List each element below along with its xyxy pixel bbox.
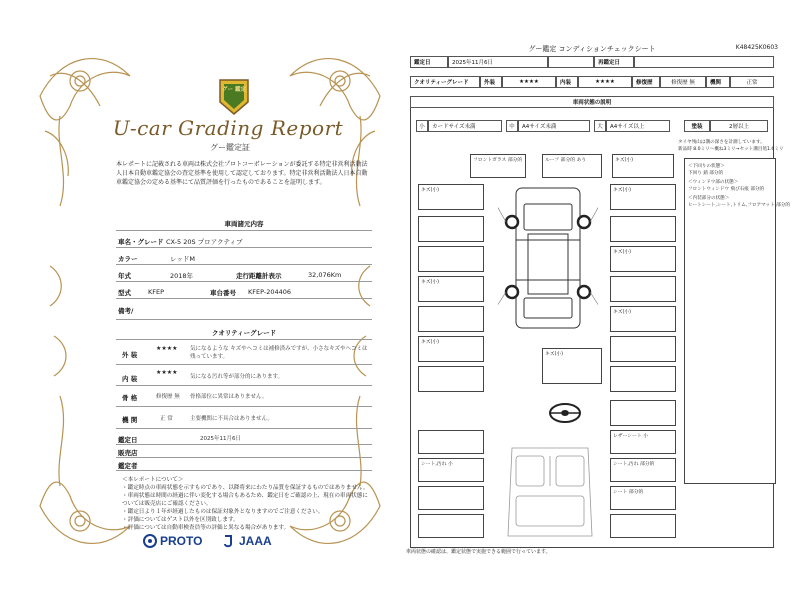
exterior-label: 外 装 [122, 351, 138, 359]
legend-line: 下回り 錆 部分的 [688, 171, 724, 176]
car-top-diagram [498, 180, 598, 338]
frame-status: 修復歴 無 [156, 394, 180, 400]
divider [116, 470, 372, 471]
repair-value: 修復歴 無 [660, 76, 706, 88]
exterior-value: ★★★★ [502, 76, 556, 88]
engine-label: 機 関 [122, 416, 138, 424]
color-value: レッドM [170, 255, 196, 263]
damage-box [610, 366, 676, 392]
damage-box [418, 514, 484, 538]
note-item: ・鑑定日より１年が経過したものは保証対象外となりますのでご注意ください。 [122, 509, 324, 515]
damage-label: フロントガラス 部分的 [473, 158, 523, 163]
damage-box [610, 430, 676, 454]
legend-line: ＜内装部分の状態＞ [688, 196, 730, 201]
legend-line: ＜下回りの状態＞ [688, 164, 725, 169]
color-label: カラー [118, 255, 138, 263]
notes-title: ＜本レポートについて＞ [122, 477, 184, 483]
damage-box [418, 216, 484, 242]
damage-label: キズ(小) [613, 188, 632, 193]
interior-value: ★★★★ [578, 76, 632, 88]
legend-line: ＜ウィンドウ部の状態＞ [688, 180, 739, 185]
inspect-date-label: 鑑定日 [118, 436, 138, 444]
size-a4more: A4サイズ以上 [606, 120, 670, 132]
reinspect-value [634, 56, 774, 68]
damage-box [418, 430, 484, 454]
state-title: 車両状態の説明 [410, 96, 774, 108]
legend-line: フロントウィンドウ 飛び石痕 部分的 [688, 187, 765, 192]
damage-label: シート,汚れ 小 [421, 462, 453, 467]
badge-icon [216, 76, 252, 116]
jaaa-logo [222, 534, 272, 548]
damage-box [610, 486, 676, 510]
damage-box [610, 246, 676, 272]
damage-label: キズ(小) [613, 250, 632, 255]
divider [116, 364, 372, 365]
divider [116, 406, 372, 407]
model-value: KFEP [148, 288, 165, 296]
interior-desc: 気になる汚れ等が部分的にあります。 [190, 374, 284, 380]
remarks-label: 備考/ [118, 307, 134, 315]
exterior-label: 外装 [480, 76, 502, 88]
divider [116, 281, 372, 282]
quality-label: クオリティーグレード [410, 76, 480, 88]
size-a4less: A4サイズ未満 [518, 120, 590, 132]
damage-box [418, 336, 484, 362]
date-value: 2025年11月6日 [448, 56, 548, 68]
damage-box [610, 184, 676, 210]
damage-label: シート,汚れ 部分的 [613, 462, 655, 467]
chassis-value: KFEP-204406 [248, 288, 292, 296]
appraiser-label: 鑑定者 [118, 462, 138, 470]
divider [116, 247, 372, 248]
exterior-stars: ★★★★ [156, 345, 178, 352]
notes [122, 476, 370, 532]
divider [116, 385, 372, 386]
sheet-title: グー鑑定 コンディションチェックシート [528, 45, 656, 53]
damage-box [610, 458, 676, 482]
jaaa-logo-text: JAAA [239, 534, 272, 548]
damage-box [418, 486, 484, 510]
engine-label: 機関 [706, 76, 730, 88]
frame-label: 骨 格 [122, 394, 138, 402]
note-item: ・車両状態は時間の経過に伴い変化する場合もあるため、鑑定日をご確認の上、現在の車両状態については販売店にご確認ください。 [122, 493, 368, 507]
divider [116, 444, 372, 445]
damage-label: キズ(小) [421, 188, 440, 193]
damage-box [610, 216, 676, 242]
condition-legend [684, 158, 790, 484]
quality-section-title: クオリティーグレード [211, 329, 277, 337]
certificate-intro: 本レポートに記載される車両は株式会社プロトコーポレーションが委託する特定非営利活動法人日本自動車鑑定協会の査定基準を使用して認定しております。特定非営利活動法人日本自動車鑑定協会の定める基準にて品質評価を行ったものであることを証明します。 [116, 161, 368, 186]
chassis-label: 車台番号 [210, 289, 236, 297]
proto-logo-text: PROTO [160, 534, 203, 548]
divider [116, 319, 372, 320]
damage-label: キズ(小) [421, 340, 440, 345]
note-item: ・鑑定時点の車両状態を示すものであり、以降将来にわたり品質を保証するものではありません。 [122, 485, 369, 491]
mileage-label: 走行距離計表示 [236, 272, 282, 280]
jaaa-logo-icon [222, 534, 236, 548]
damage-box [542, 154, 602, 178]
engine-status: 正 常 [160, 416, 173, 422]
divider [116, 457, 372, 458]
damage-box [542, 348, 602, 384]
sheet-code: K48425K0603 [735, 44, 778, 51]
steering-wheel-icon [548, 402, 582, 424]
damage-box [610, 336, 676, 362]
proto-logo-icon [143, 534, 157, 548]
goo-badge [216, 76, 252, 116]
mileage-value: 32,076Km [308, 271, 342, 279]
certificate-subtitle: グー鑑定証 [210, 143, 250, 152]
sheet-footer: 車両状態の確認は、鑑定状態で実施できる範囲で行っています。 [406, 549, 551, 555]
damage-label: キズ(小) [421, 280, 440, 285]
size-mid: 中 [506, 120, 518, 132]
note-item: ・評価については自動車検査員等の評価と異なる場合があります。 [122, 525, 290, 531]
damage-label: キズ(小) [545, 352, 564, 357]
date-label: 鑑定日 [410, 56, 448, 68]
divider [116, 264, 372, 265]
exterior-desc: 気になるような キズやヘコミは補修済みですが、小さなキズやヘコミは残っています。 [190, 346, 368, 360]
damage-box [418, 184, 484, 210]
size-large: 大 [594, 120, 606, 132]
grading-certificate [30, 36, 390, 564]
damage-box [418, 366, 484, 392]
vehicle-section-title: 車両諸元内容 [224, 220, 264, 228]
paint-label: 塗装 [684, 120, 710, 132]
inspect-date-value: 2025年11月6日 [200, 436, 241, 442]
car-interior-diagram [502, 444, 598, 540]
engine-desc: 主要機関に不具合はありません。 [190, 416, 273, 422]
legend-line: ヒートシート,シート,トリム,フロアマット 部分的 [688, 203, 790, 208]
damage-box [418, 276, 484, 302]
size-small: 小 [416, 120, 428, 132]
damage-box [610, 514, 676, 538]
proto-logo [143, 534, 202, 548]
interior-label: 内 装 [122, 375, 138, 383]
damage-box [418, 246, 484, 272]
certificate-title: U-car Grading Report [112, 116, 344, 140]
divider [116, 230, 372, 231]
year-label: 年式 [118, 272, 131, 280]
size-card: カードサイズ未満 [428, 120, 502, 132]
divider [116, 339, 372, 340]
interior-label: 内装 [556, 76, 578, 88]
damage-box [418, 458, 484, 482]
interior-stars: ★★★★ [156, 369, 178, 376]
damage-box [418, 306, 484, 332]
damage-box [610, 306, 676, 332]
note-item: ・評価についてはゲスト以外を区別致します。 [122, 517, 239, 523]
divider [116, 428, 372, 429]
condition-check-sheet [402, 40, 790, 560]
year-value: 2018年 [170, 272, 194, 280]
model-label: 型式 [118, 289, 131, 297]
blank-cell [548, 56, 594, 68]
tire-sub: 新品時 8.0ミリ〜概ね3ミリ→セット溝目処1.6ミリ [678, 147, 784, 152]
reinspect-label: 再鑑定日 [594, 56, 634, 68]
dealer-label: 販売店 [118, 449, 138, 457]
badge-text: グー 鑑定 [222, 87, 246, 93]
frame-desc: 骨格部位に異常はありません。 [190, 394, 268, 400]
damage-label: キズ(小) [615, 158, 634, 163]
damage-label: キズ(小) [613, 310, 632, 315]
damage-box [610, 276, 676, 302]
damage-label: ルーフ 部分的 あり [545, 158, 587, 163]
tire-note: タイヤ残山は溝の深さを計測しています。 [678, 140, 765, 145]
car-name-value: CX-5 20S プロアクティブ [166, 238, 243, 246]
paint-value: 2層以上 [710, 120, 768, 132]
damage-box [612, 154, 674, 178]
divider [116, 298, 372, 299]
car-name-label: 車名・グレード [118, 238, 164, 246]
damage-label: シート 部分的 [613, 490, 644, 495]
damage-label: レザーシート 小 [613, 434, 649, 439]
engine-value: 正常 [730, 76, 774, 88]
repair-label: 修復歴 [632, 76, 660, 88]
damage-box [470, 154, 526, 178]
damage-box [610, 400, 676, 426]
